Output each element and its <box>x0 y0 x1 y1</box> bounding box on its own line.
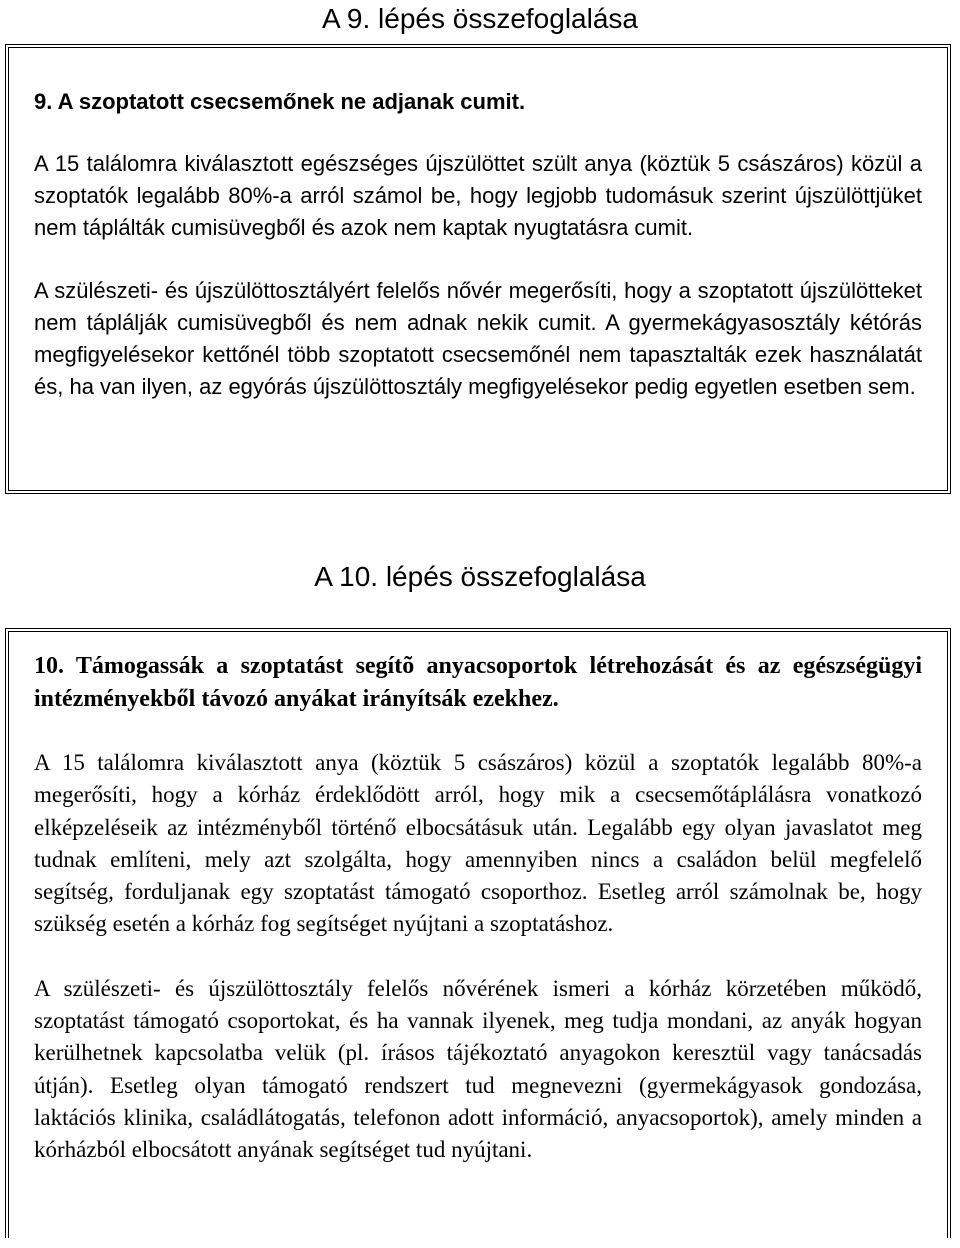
step10-paragraph-2: A szülészeti- és újszülöttosztály felelős nővérének ismeri a kórház körzetében működő, szoptatást támogató csoportokat, és ha vannak ilyenek, meg tudja mondani, az anyák hogyan kerülhetnek kapcsolatba velük (pl. írásos tájékoztató anyagokon keresztül vagy tanácsadás útján). Esetleg olyan támogató rendszert tud megnevezni (gyermekágyasok gondozása, laktációs klinika, családlátogatás, telefonon adott információ, anyacsoportok), amely minden a kórházból elbocsátott anyának segítséget tud nyújtani. <box>34 975 922 1163</box>
step9-paragraph-2: A szülészeti- és újszülöttosztályért felelős nővér megerősíti, hogy a szoptatott újszülötteket nem táplálják cumisüvegből és nem adnak nekik cumit. A gyermekágyasosztály kétórás megfigyelésekor kettőnél több szoptatott csecsemőnél nem tapasztalták ezek használatát és, ha van ilyen, az egyórás újszülöttosztály megfigyelésekor pedig egyetlen esetben sem. <box>34 278 922 399</box>
step9-heading: 9. A szoptatott csecsemőnek ne adjanak cumit. <box>34 89 526 114</box>
step9-box <box>5 44 951 494</box>
step9-title: A 9. lépés összefoglalása <box>322 3 638 34</box>
step10-heading: 10. Támogassák a szoptatást segítõ anyacsoportok létrehozását és az egészségügyi intézményekből távozó anyákat irányítsák ezekhez. <box>34 653 922 712</box>
step10-paragraph-1: A 15 találomra kiválasztott anya (köztük 5 császáros) közül a szoptatók legalább 80%-a megerősíti, hogy a kórház érdeklődött arról, hogy mik a csecsemőtáplálásra vonatkozó elképzeléseik az intézményből történő elbocsátásuk után. Legalább egy olyan javaslatot meg tudnak említeni, mely azt szolgálta, hogy amennyiben nincs a családon belül megfelelő segítség, forduljanak egy szoptatást támogató csoporthoz. Esetleg arról számolnak be, hogy szükség esetén a kórház fog segítséget nyújtani a szoptatáshoz. <box>34 750 922 937</box>
step10-box <box>5 628 951 1238</box>
step10-title: A 10. lépés összefoglalása <box>314 561 646 592</box>
step9-paragraph-1: A 15 találomra kiválasztott egészséges újszülöttet szült anya (köztük 5 császáros) közül a szoptatók legalább 80%-a arról számol be, hogy legjobb tudomásuk szerint újszülöttjüket nem táplálták cumisüvegből és azok nem kaptak nyugtatásra cumit. <box>34 151 922 240</box>
